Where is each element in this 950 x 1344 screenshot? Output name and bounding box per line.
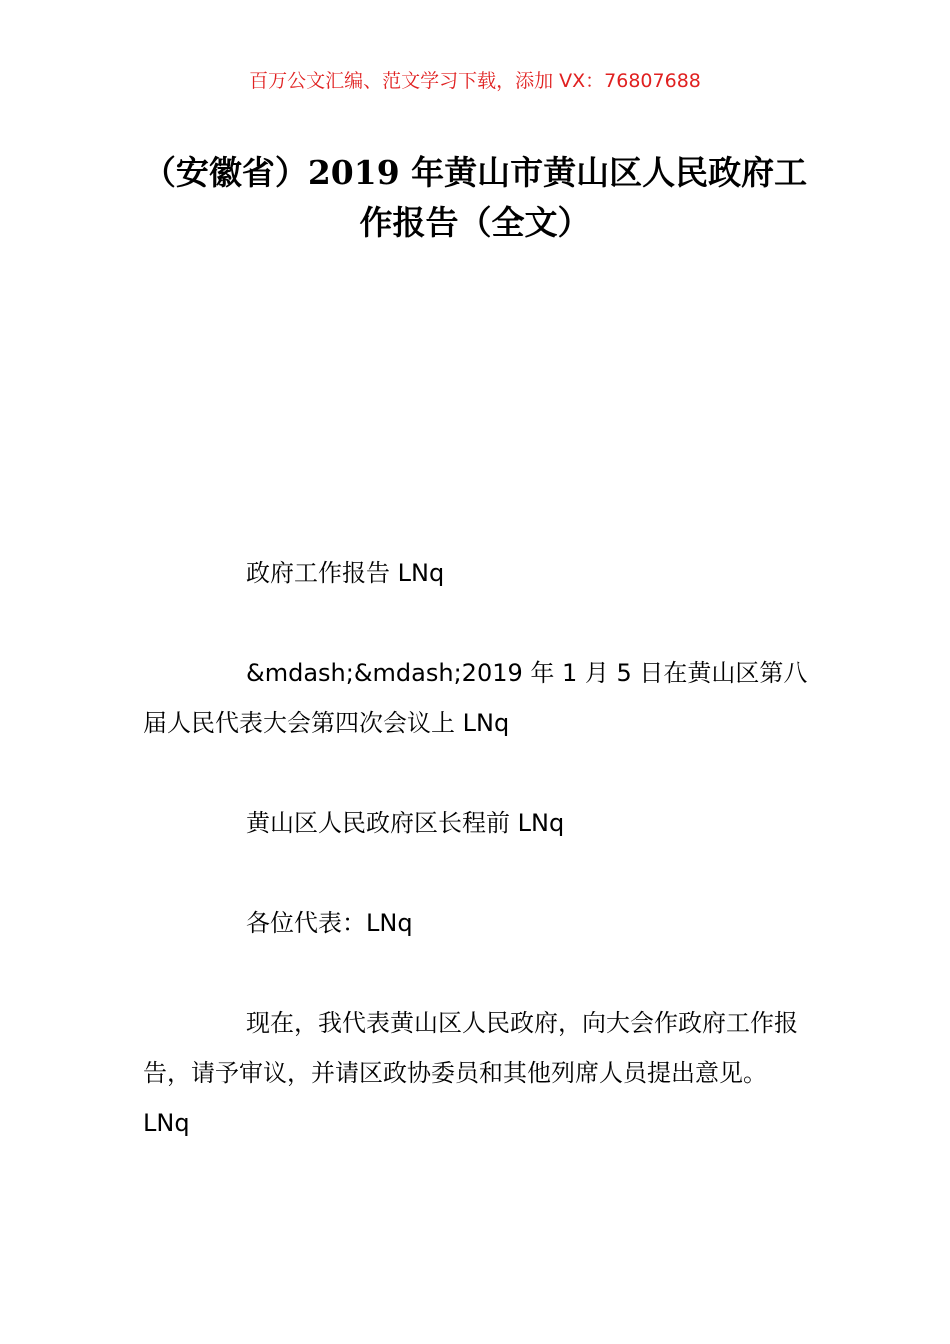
paragraph-intro: 现在，我代表黄山区人民政府，向大会作政府工作报告，请予审议，并请区政协委员和其他列席人员提出意见。LNq (143, 1009, 798, 1137)
paragraph-report-name: 政府工作报告 LNq (246, 559, 445, 587)
paragraph-speaker: 黄山区人民政府区长程前 LNq (246, 809, 565, 837)
paragraph-meeting-date: &mdash;&mdash;2019 年 1 月 5 日在黄山区第八届人民代表大会第四次会议上 LNq (143, 659, 808, 737)
paragraph-salutation: 各位代表：LNq (246, 909, 413, 937)
document-title: （安徽省）2019 年黄山市黄山区人民政府工作报告（全文） (142, 153, 808, 242)
header-watermark-note: 百万公文汇编、范文学习下载，添加 VX：76807688 (249, 70, 701, 92)
